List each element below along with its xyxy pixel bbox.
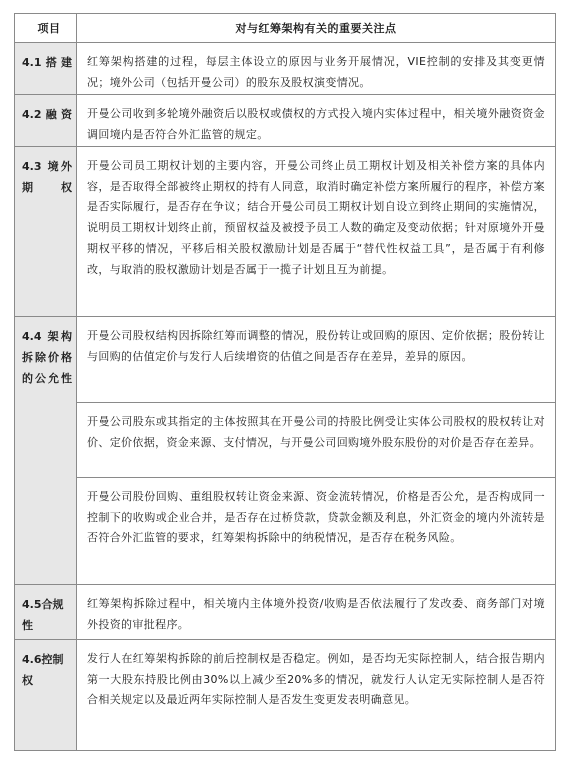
row-text: 开曼公司员工期权计划的主要内容，开曼公司终止员工期权计划及相关补偿方案的具体内容，是否取得全部被终止期权的持有人同意，取消时确定补偿方案所履行的程序，补偿方案是否实际履行，是否存在争议；结合开曼公司员工期权计划自设立到终止期间的实施情况，说明员工期权计划终止前，预留权益及被授予员工人数的确定及变动依据；针对原境外开曼期权平移的情况，平移后相关股权激励计划是否属于“替代性权益工具”，是否属于有利修改，与取消的股权激励计划是否属于一揽子计划且互为前提。 (77, 146, 556, 316)
table-subrow (15, 477, 556, 584)
row-text: 开曼公司股份回购、重组股权转让资金来源、资金流转情况，价格是否公允，是否构成同一控制下的收购或企业合并，是否存在过桥贷款，贷款金额及利息，外汇资金的境内外流转是否符合外汇监管的要求，红筹架构拆除中的纳税情况，是否存在税务风险。 (77, 477, 556, 584)
row-label: 4.6控制权 (15, 639, 77, 750)
table-row-compliance (15, 584, 556, 639)
header-row (15, 14, 556, 43)
key-concerns-table (14, 13, 556, 751)
row-text: 开曼公司股权结构因拆除红筹而调整的情况，股份转让或回购的原因、定价依据；股份转让与回购的估值定价与发行人后续增资的估值之间是否存在差异，差异的原因。 (77, 316, 556, 402)
table-row-dismantling-fairness (15, 316, 556, 402)
table-row-offshore-options (15, 146, 556, 316)
table-row-setup (15, 43, 556, 95)
row-label: 4.3 境外期权 (15, 146, 77, 316)
table-row-financing (15, 94, 556, 146)
row-text: 红筹架构拆除过程中，相关境内主体境外投资/收购是否依法履行了发改委、商务部门对境外投资的审批程序。 (77, 584, 556, 639)
header-concerns: 对与红筹架构有关的重要关注点 (77, 14, 556, 43)
row-label: 4.1搭建 (15, 43, 77, 95)
row-label: 4.2融资 (15, 94, 77, 146)
row-text: 开曼公司收到多轮境外融资后以股权或债权的方式投入境内实体过程中，相关境外融资资金调回境内是否符合外汇监管的规定。 (77, 94, 556, 146)
row-text: 发行人在红筹架构拆除的前后控制权是否稳定。例如，是否均无实际控制人，结合报告期内第一大股东持股比例由30%以上减少至20%多的情况，就发行人认定无实际控制人是否符合相关规定以及最近两年实际控制人是否发生变更发表明确意见。 (77, 639, 556, 750)
table-subrow (15, 402, 556, 477)
row-label: 4.5合规性 (15, 584, 77, 639)
header-item: 项目 (15, 14, 77, 43)
row-text: 开曼公司股东或其指定的主体按照其在开曼公司的持股比例受让实体公司股权的股权转让对价、定价依据，资金来源、支付情况，与开曼公司回购境外股东股份的对价是否存在差异。 (77, 402, 556, 477)
row-text: 红筹架构搭建的过程，每层主体设立的原因与业务开展情况，VIE控制的安排及其变更情况；境外公司（包括开曼公司）的股东及股权演变情况。 (77, 43, 556, 95)
row-label: 4.4 架构拆除价格的公允性 (15, 316, 77, 584)
table-row-control (15, 639, 556, 750)
